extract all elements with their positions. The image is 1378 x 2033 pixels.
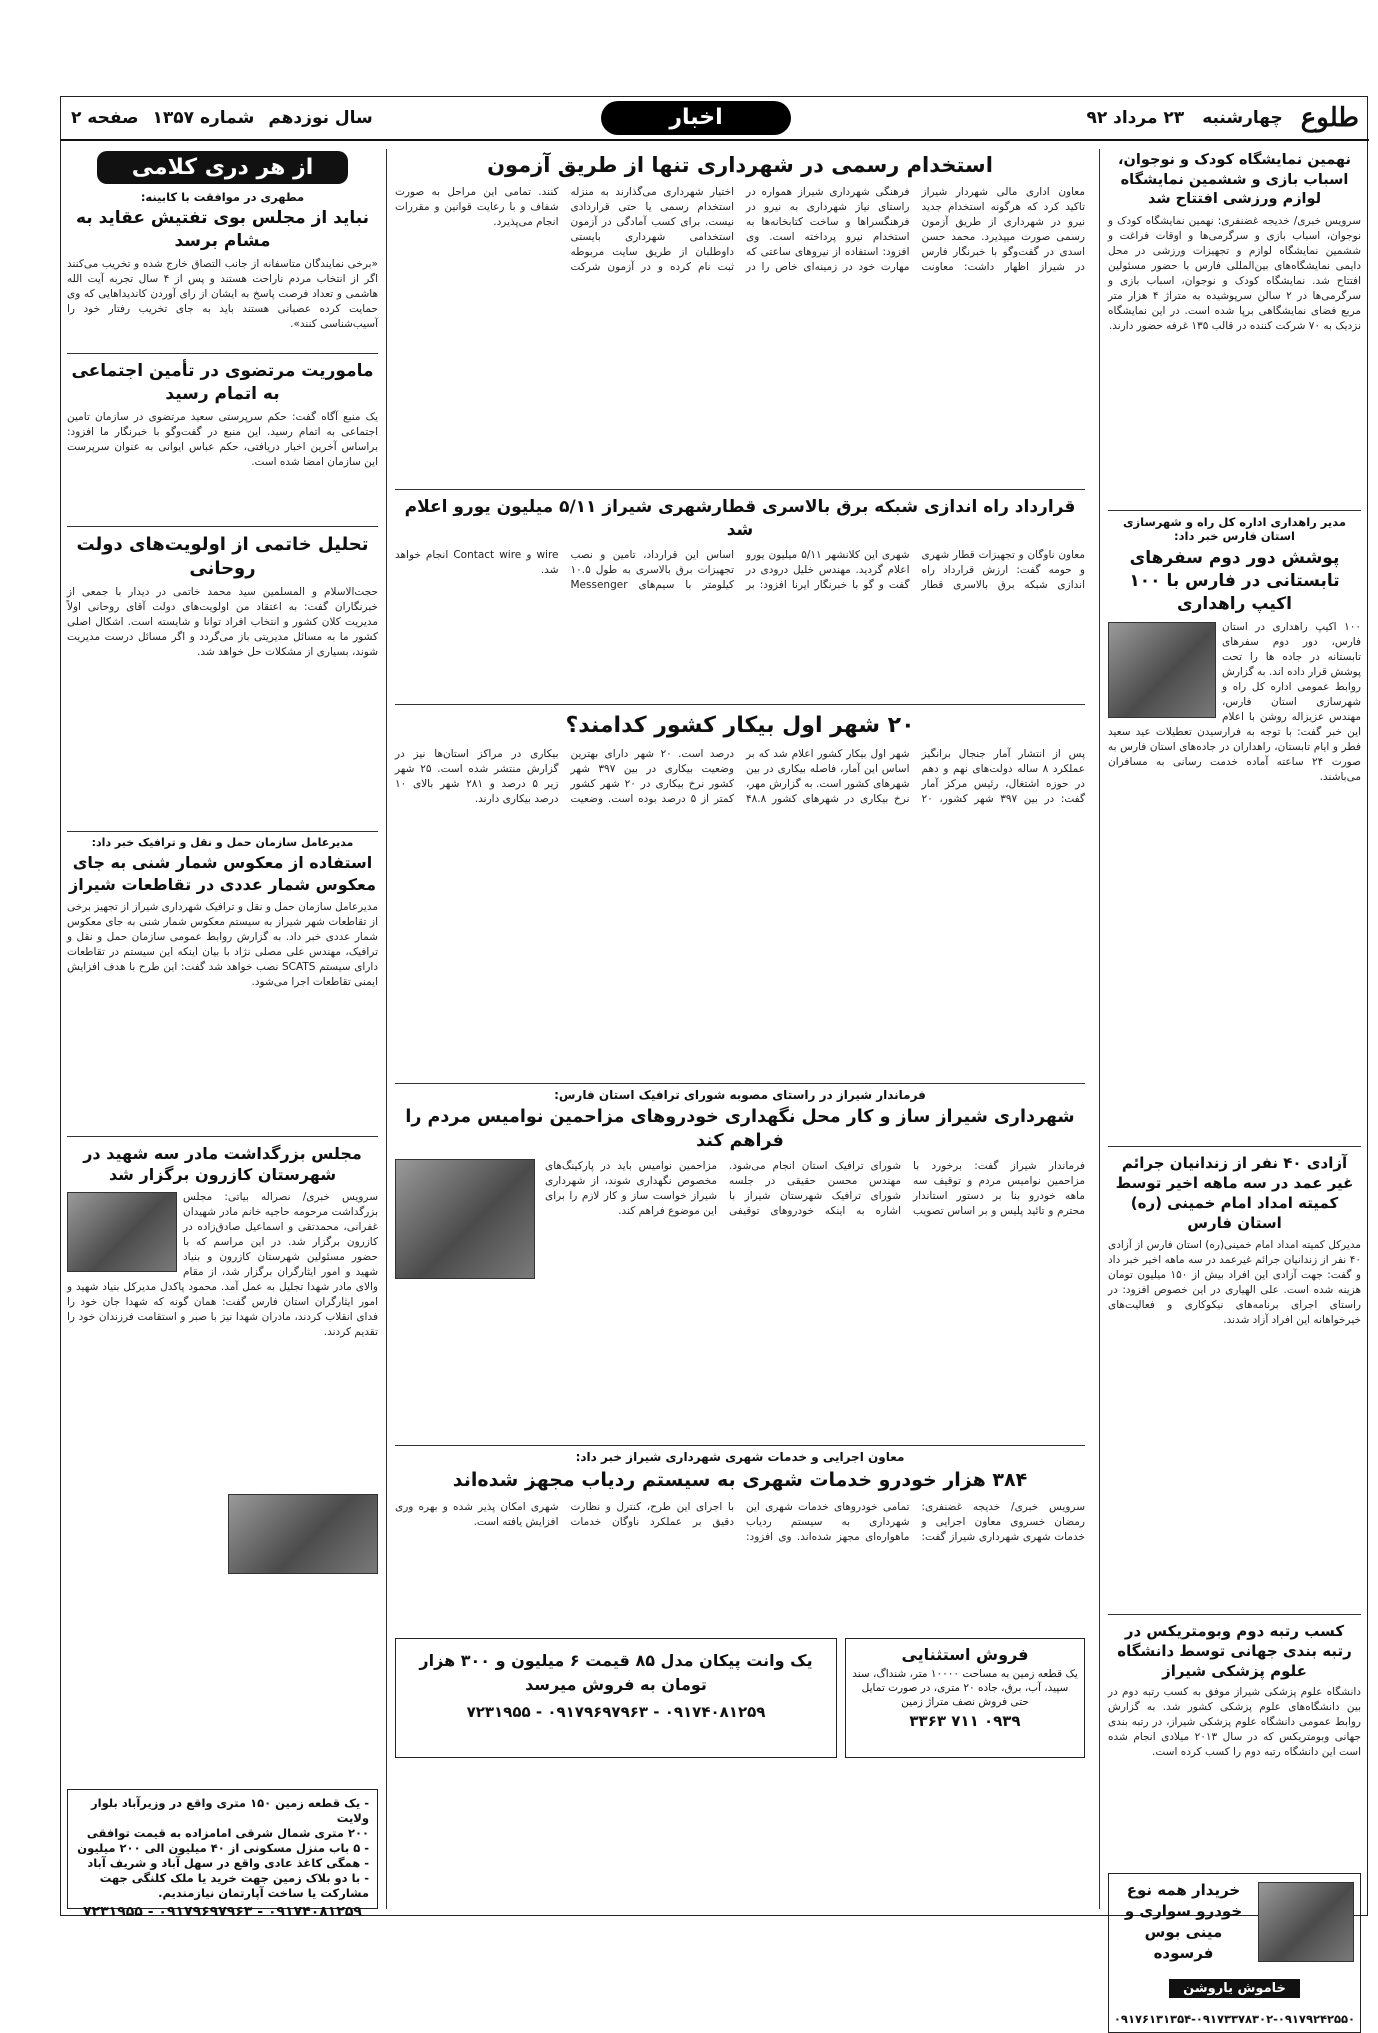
- article-title: پوشش دور دوم سفرهای تابستانی در فارس با ۱۰۰ اکیپ راهداری: [1129, 547, 1340, 614]
- right-column: [1099, 149, 1361, 2027]
- masthead: [61, 97, 1369, 141]
- ad-line: ۲۰۰ متری شمال شرقی امامزاده به قیمت توافقی: [86, 1826, 369, 1840]
- article-body: مدیرعامل سازمان حمل و نقل و ترافیک شهرداری شیراز از تجهیز برخی از تقاطعات شهر شیراز به سیستم معکوس شمار شنی به جای معکوس شمار عددی خبر داد. به گزارش روابط عمومی سازمان حمل و نقل و ترافیک، مهندس علی مصلی نژاد با بیان اینکه این سیستم در تقاطعات دارای سیستم SCATS نصب خواهد شد گفت: این طرح با هدف افزایش ایمنی تقاطعات اجرا می‌شود.: [67, 900, 378, 988]
- headline: ۳۸۴ هزار خودرو خدمات شهری به سیستم ردیاب مجهز شده‌اند: [452, 1469, 1028, 1492]
- article-kicker: فرماندار شیراز در راستای مصوبه شورای ترافیک استان فارس:: [554, 1087, 926, 1102]
- article-body: سرویس خبری/ خدیجه غضنفری: رمضان خسروی معاون اجرایی و خدمات شهری شهرداری شیراز گفت: تمامی خودروهای خدمات شهری این شهرداری به سیستم ردیاب ماهواره‌ای مجهز شده‌اند. وی افزود: با اجرای این طرح، کنترل و نظارت دقیق بر عملکرد ناوگان خدمات شهری امکان پذیر شده و بهره وری افزایش یافته است.: [395, 1500, 1085, 1543]
- land-sale-ad: [845, 1638, 1085, 1758]
- old-car-photo: [1258, 1882, 1354, 1962]
- ad-body: یک قطعه زمین به مساحت ۱۰۰۰۰ متر، شنداگ، سند سپید، آب، برق، جاده ۲۰ متری، در صورت تمایل حتی فروش نصف متراژ زمین: [852, 1667, 1078, 1708]
- article-title: نباید از مجلس بوی تفتیش عقاید به مشام برسد: [75, 208, 370, 251]
- masthead-date: ۲۳ مرداد ۹۲: [1086, 108, 1185, 128]
- masthead-volume: سال نوزدهم: [268, 108, 373, 128]
- column-header: از هر دری کلامی: [97, 151, 348, 184]
- masthead-issue: شماره ۱۳۵۷: [152, 108, 255, 128]
- headline: شهرداری شیراز ساز و کار محل نگهداری خودروهای مزاحمین نوامیس مردم را فراهم کند: [405, 1106, 1075, 1151]
- article-body: فرماندار شیراز گفت: برخورد با مزاحمین نوامیس مردم و توقیف سه ماهه خودرو بنا بر دستور استاندار محترم و تائید پلیس و بر اساس تصویب شورای ترافیک استان انجام می‌شود. مهندس محسن حقیقی در جلسه شورای ترافیک شهرستان شیراز با اشاره به اینکه خودروهای توقیفی مزاحمین نوامیس باید در پارکینگ‌های مخصوص نگهداری شوند، از شهرداری شیراز خواست ساز و کار لازم را برای این موضوع فراهم کند.: [545, 1160, 1085, 1218]
- ad-title: فروش استثنایی: [901, 1644, 1029, 1664]
- car-sale-ad: [395, 1638, 837, 1758]
- article-title: مجلس بزرگداشت مادر سه شهید در شهرستان کازرون برگزار شد: [83, 1143, 362, 1185]
- article-title: تحلیل خاتمی از اولویت‌های دولت روحانی: [76, 533, 369, 580]
- article-body: حجت‌الاسلام و المسلمین سید محمد خاتمی در دیدار با جمعی از خبرنگاران گفت: به اعتقاد من اولویت‌های دولت آقای روحانی اولاً مدیریت کلان کشور و انتخاب افراد توانا و شایسته است. اشکال اصلی کشور ما به مسائل مدیریتی باز می‌گردد و اگر مسائل درست مدیریت شوند، بسیاری از مشکلات حل خواهد شد.: [67, 586, 378, 659]
- ad-phone: ۰۹۱۷۴۰۸۱۲۵۹ - ۰۹۱۷۹۶۹۷۹۶۳ - ۷۲۳۱۹۵۵: [83, 1904, 362, 1920]
- masthead-page-number: صفحه ۲: [71, 108, 139, 128]
- ad-name: خاموش یاروشن: [1169, 1979, 1300, 1998]
- newspaper-logo: طلوع: [1300, 103, 1359, 133]
- article-body: پس از انتشار آمار جنجال برانگیز عملکرد ۸ ساله دولت‌های نهم و دهم در حوزه اشتغال، رئیس مرکز آمار گفت: در بین ۳۹۷ شهر کشور، ۲۰ شهر اول بیکار کشور اعلام شد که بر اساس این آمار، فاصله بیکاری در بین شهرهای کشور است. به گزارش مهر، نرخ بیکاری در شهرهای کشور ۴۸.۸ درصد است. ۲۰ شهر دارای بهترین وضعیت بیکاری در بین ۳۹۷ شهر کشور نرخ بیکاری در ۲۰ شهر کشور کمتر از ۵ درصد بوده است. وضعیت بیکاری در مراکز استان‌ها نیز در گزارش منتشر شده است. ۲۵ شهر زیر ۵ درصد و ۲۸۱ شهر بالای ۱۰ درصد بیکاری دارند.: [395, 747, 1085, 805]
- ad-phone: ۰۹۳۹ ۷۱۱ ۳۳۶۳: [909, 1711, 1021, 1730]
- ad-line: - ۵ باب منزل مسکونی از ۴۰ میلیون الی ۲۰۰ میلیون: [77, 1841, 369, 1855]
- official-photo: [1108, 622, 1216, 718]
- article-title: ماموریت مرتضوی در تأمین اجتماعی به اتمام رسید: [71, 360, 374, 404]
- article-body: ۱۰۰ اکیپ راهداری در استان فارس، دور دوم سفرهای تابستانه در جاده ها را تحت پوشش قرار داده اند. به گزارش روابط عمومی اداره کل راه و شهرسازی استان فارس، مهندس عزیزاله روشن با اعلام این خبر گفت: با توجه به فرارسیدن تعطیلات عید سعید فطر و ایام تابستان، راهداران در جاده‌های استان فارس به صورت ۲۴ ساعته آماده خدمت رسانی به مسافران می‌باشند.: [1108, 620, 1361, 783]
- ad-line: - با دو بلاک زمین جهت خرید یا ملک کلنگی جهت: [99, 1871, 369, 1885]
- ad-title: یک وانت پیکان مدل ۸۵ قیمت ۶ میلیون و ۳۰۰ هزار تومان به فروش میرسد: [419, 1650, 813, 1694]
- car-buyer-ad: [1108, 1873, 1361, 2033]
- article-body: سرویس خبری/ نصراله بیاتی: مجلس بزرگداشت مرحومه حاجیه خانم مادر شهیدان غفرانی، محمدتقی و اسماعیل صادق‌زاده در کازرون برگزار شد. در این مراسم که با حضور مسئولین شهرستان کازرون و بنیاد شهید و امور ایثارگران برگزار شد، از مقام والای مادر شهدا تجلیل به عمل آمد. محمود پاکدل مدیرکل بنیاد شهید و امور ایثارگران استان فارس گفت: همان گونه که شهدا جان خود را فدای انقلاب کردند، مادران شهدا نیز با صبر و استقامت فرزندان خود را تقدیم کردند.: [67, 1190, 378, 1338]
- article-kicker: مدیرعامل سازمان حمل و نقل و ترافیک خبر داد:: [91, 836, 354, 850]
- ad-line: - یک قطعه زمین ۱۵۰ متری واقع در وزیرآباد بلوار ولایت: [91, 1796, 369, 1825]
- ad-phone: ۰۹۱۷۶۱۳۱۳۵۴-۰۹۱۷۳۳۷۸۳۰۲-۰۹۱۷۹۲۴۲۵۵۰: [1113, 2012, 1356, 2027]
- ceremony-photo: [228, 1494, 378, 1574]
- ad-title: خریدار همه نوع خودرو سواری و مینی بوس فرسوده: [1124, 1881, 1243, 1963]
- center-column: [395, 149, 1085, 1909]
- ad-phone: ۰۹۱۷۴۰۸۱۲۵۹ - ۰۹۱۷۹۶۹۷۹۶۳ - ۷۲۳۱۹۵۵: [466, 1702, 766, 1721]
- headline: استخدام رسمی در شهرداری تنها از طریق آزمون: [487, 153, 993, 177]
- real-estate-ad: [67, 1789, 378, 1920]
- article-kicker: مدیر راهداری اداره کل راه و شهرسازی استان فارس خبر داد:: [1122, 514, 1347, 543]
- governor-photo: [395, 1159, 535, 1279]
- article-body: معاون اداری مالی شهردار شیراز تاکید کرد که هرگونه استخدام جدید نیرو در شهرداری از طریق آزمون رسمی صورت میپذیرد. محمد حسن اسدی در گفت‌وگو با خبرنگار فارس در شیراز اظهار داشت: معاونت فرهنگی شهرداری شیراز همواره در راستای نیاز شهرداری به نیرو در فرهنگسراها و ساخت کتابخانه‌ها به استخدام نیرو پرداخته است. وی افزود: استفاده از نیروهای ساعتی که مهارت خود در زمینه‌ای خاص را در اختیار شهرداری می‌گذارند به منزله استخدام رسمی یا حتی قراردادی نیست. برای کسب آمادگی در آزمون استخدامی شهرداری بایستی داوطلبان از طریق سایت مربوطه ثبت نام کرده و در آزمون شرکت کنند. تمامی این مراحل به صورت شفاف و با رعایت قوانین و مقررات انجام می‌پذیرد.: [395, 186, 1085, 274]
- article-body: معاون ناوگان و تجهیزات قطار شهری و حومه گفت: ارزش قرارداد راه اندازی شبکه برق بالاسری قطار شهری این کلانشهر ۵/۱۱ میلیون یورو اعلام گردید. مهندس خلیل درودی در گفت و گو با خبرنگار ایرنا افزود: بر اساس این قرارداد، تامین و نصب تجهیزات برق بالاسری به طول ۱۰.۵ کیلومتر با سیم‌های Messenger wire و Contact wire انجام خواهد شد.: [395, 549, 1085, 592]
- article-title: استفاده از معکوس شمار شنی به جای معکوس شمار عددی در تقاطعات شیراز: [69, 853, 376, 894]
- section-title: اخبار: [601, 101, 791, 135]
- article-body: سرویس خبری/ خدیجه غضنفری: نهمین نمایشگاه کودک و نوجوان، اسباب بازی و سرگرمی‌ها و اوقات فراغت و ششمین نمایشگاه لوازم و تجهیزات ورزشی در محل دایمی نمایشگاه‌های بین‌المللی فارس با حضور مسئولین افتتاح شد. نمایشگاه کودک و نوجوان، اسباب بازی و سرگرمی‌ها در ۲ سالن سرپوشیده به متراژ ۴ هزار متر مربع فضای نمایشگاهی برپا شده است. در این نمایشگاه نزدیک به ۷۰ شرکت کننده در قالب ۱۳۵ غرفه حضور دارند.: [1108, 214, 1361, 332]
- article-title: کسب رتبه دوم وبومتریکس در رتبه بندی جهانی توسط دانشگاه علوم پزشکی شیراز: [1117, 1621, 1352, 1680]
- article-title: آزادی ۴۰ نفر از زندانیان جرائم غیر عمد در سه ماهه اخیر توسط کمیته امداد امام خمینی (ره) استان فارس: [1115, 1153, 1354, 1233]
- article-title: نهمین نمایشگاه کودک و نوجوان، اسباب بازی و ششمین نمایشگاه لوازم ورزشی افتتاح شد: [1118, 152, 1351, 208]
- ad-line: مشارکت یا ساخت آپارتمان نیازمندیم.: [158, 1886, 369, 1900]
- martyrs-photo: [67, 1192, 177, 1272]
- article-kicker: مطهری در موافقت با کابینه:: [140, 190, 305, 204]
- headline: ۲۰ شهر اول بیکار کشور کدامند؟: [565, 713, 915, 739]
- masthead-day: چهارشنبه: [1202, 108, 1283, 128]
- article-body: «برخی نمایندگان متاسفانه از جانب التصاق خارج شده و تخریب می‌کنند اگر از انتخاب مردم ناراحت هستند و پس از ۴ سال تجربه آیت الله هاشمی و تعداد فرصت پاسخ به ایشان از رای آوردن کاندیداهایی که وی حمایت کرده عصبانی هستند باید به جای تخریب رفتار خود را آسیب‌شناسی کنند».: [67, 257, 378, 330]
- article-kicker: معاون اجرایی و خدمات شهری شهرداری شیراز خبر داد:: [575, 1450, 905, 1465]
- article-body: مدیرکل کمیته امداد امام خمینی(ره) استان فارس از آزادی ۴۰ نفر از زندانیان جرائم غیرعمد در سه ماهه اخیر خبر داد و گفت: جهت آزادی این افراد بیش از ۱۵۰ میلیون تومان هزینه شده است. علی الهیاری در این خصوص افزود: در راستای اجرای برنامه‌های نیکوکاری و فعالیت‌های خیرخواهانه این افراد آزاد شدند.: [1108, 1238, 1361, 1326]
- ad-line: - همگی کاغذ عادی واقع در سهل آباد و شریف آباد: [87, 1856, 369, 1870]
- article-body: دانشگاه علوم پزشکی شیراز موفق به کسب رتبه دوم در بین دانشگاه‌های علوم پزشکی کشور شد. به گزارش روابط عمومی دانشگاه علوم پزشکی شیراز، در رتبه بندی جهانی وبومتریکس که در سال ۲۰۱۳ میلادی انجام شده است این دانشگاه رتبه دوم را کسب کرده است.: [1108, 1686, 1361, 1759]
- newspaper-page: [60, 96, 1368, 2027]
- headline: قرارداد راه اندازی شبکه برق بالاسری قطارشهری شیراز ۵/۱۱ میلیون یورو اعلام شد: [404, 497, 1076, 541]
- article-body: یک منبع آگاه گفت: حکم سرپرستی سعید مرتضوی در سازمان تامین اجتماعی به اتمام رسید. این منبع در گفت‌وگو با خبرنگار ما افزود: براساس آخرین اخبار دریافتی، حکم عباس ایوانی به عنوان سرپرست این سازمان امضا شده است.: [67, 410, 378, 468]
- left-column: [67, 149, 387, 1920]
